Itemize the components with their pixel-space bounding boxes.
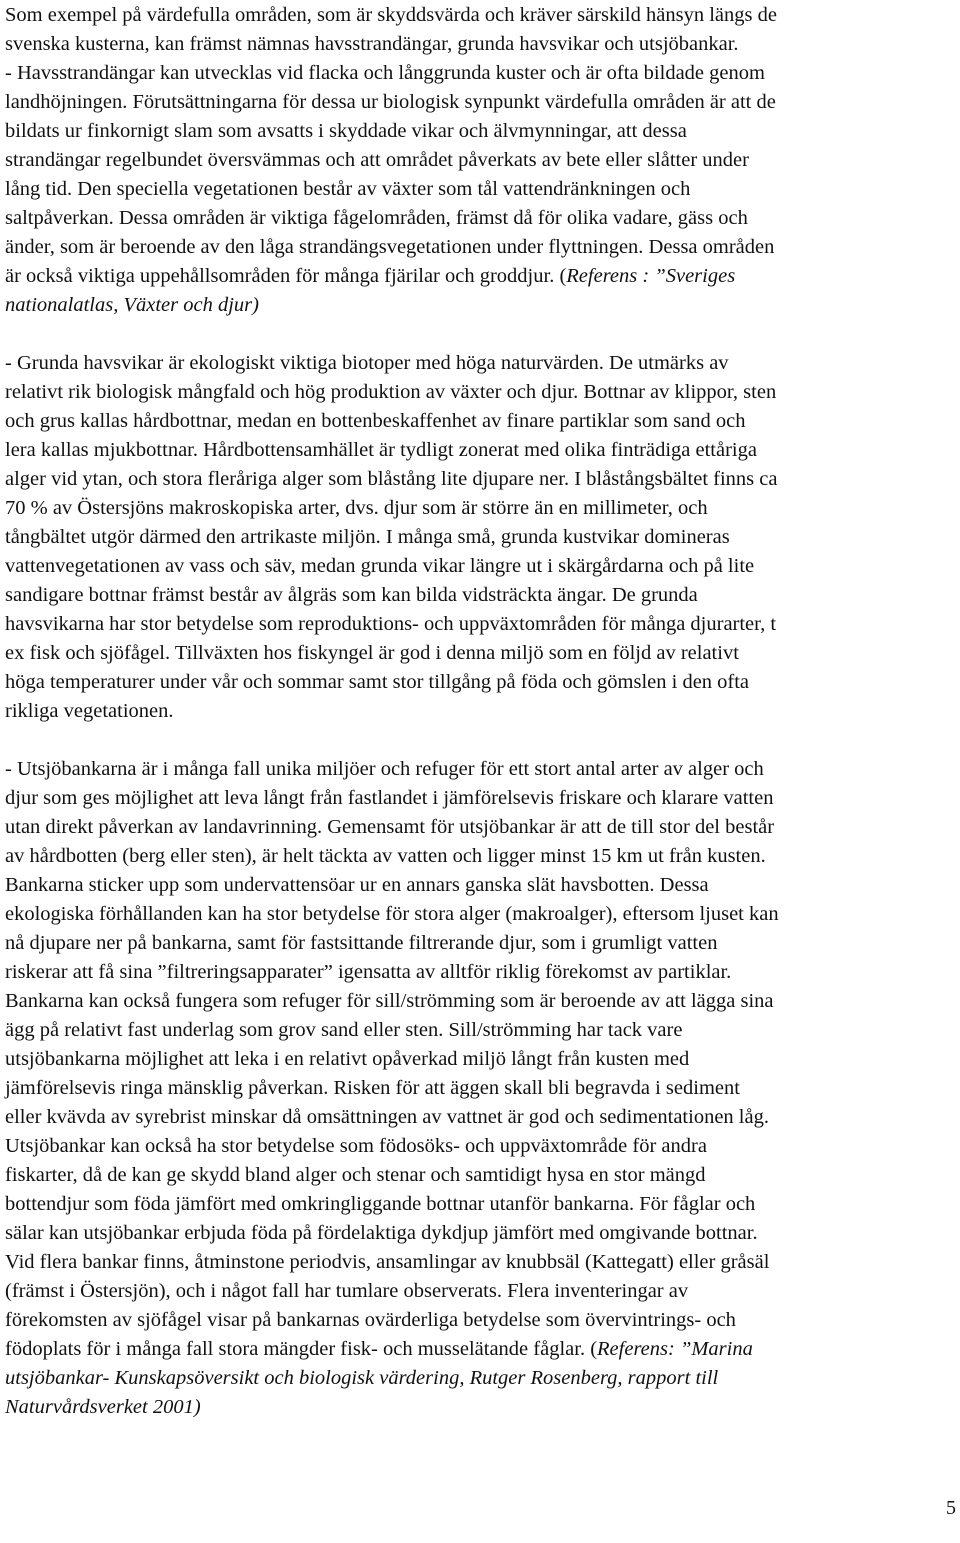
text-line: Som exempel på värdefulla områden, som är skyddsvärda och kräver särskild hänsyn längs de — [5, 4, 777, 26]
text-line: sälar kan utsjöbankar erbjuda föda på fördelaktiga dykdjup jämfört med omgivande bottnar. — [5, 1222, 758, 1244]
text-line: rikliga vegetationen. — [5, 700, 174, 722]
text-line: utan direkt påverkan av landavrinning. Gemensamt för utsjöbankar är att de till stor del består — [5, 816, 775, 838]
page-number: 5 — [946, 1497, 956, 1519]
text-line: höga temperaturer under vår och sommar samt stor tillgång på föda och gömslen i den ofta — [5, 671, 750, 693]
text-line: bottendjur som föda jämfört med omkringliggande bottnar utanför bankarna. För fåglar och — [5, 1193, 756, 1215]
text-line: eller kvävda av syrebrist minskar då omsättningen av vattnet är god och sedimentationen låg. — [5, 1106, 769, 1128]
text-line: - Havsstrandängar kan utvecklas vid flacka och långgrunda kuster och är ofta bildade genom — [5, 62, 765, 84]
document-page — [5, 0, 960, 1422]
text-span: födoplats för i många fall stora mängder fisk- och musselätande fåglar. ( — [5, 1338, 598, 1360]
reference-citation: Referens : ”Sveriges — [566, 265, 736, 287]
text-line: nå djupare ner på bankarna, samt för fastsittande filtrerande djur, som i grumligt vatten — [5, 932, 718, 954]
text-line: fiskarter, då de kan ge skydd bland alger och stenar och samtidigt hysa en stor mängd — [5, 1164, 706, 1186]
text-line: jämförelsevis ringa mänsklig påverkan. Risken för att äggen skall bli begravda i sediment — [5, 1077, 740, 1099]
paragraph-spacer — [5, 320, 960, 349]
text-line: lera kallas mjukbottnar. Hårdbottensamhället är tydligt zonerat med olika finträdiga ettåriga — [5, 439, 757, 461]
text-line: Utsjöbankar kan också ha stor betydelse som födosöks- och uppväxtområde för andra — [5, 1135, 707, 1157]
text-line: landhöjningen. Förutsättningarna för dessa ur biologisk synpunkt värdefulla områden är att de — [5, 91, 776, 113]
text-line: strandängar regelbundet översvämmas och att området påverkats av bete eller slåtter under — [5, 149, 749, 171]
text-line: ex fisk och sjöfågel. Tillväxten hos fiskyngel är god i denna miljö som en följd av relativt — [5, 642, 739, 664]
paragraph-intro — [5, 0, 960, 59]
paragraph-havsstrandangar — [5, 59, 960, 320]
text-line — [5, 262, 960, 291]
text-line: - Grunda havsvikar är ekologiskt viktiga biotoper med höga naturvärden. De utmärks av — [5, 352, 729, 374]
text-span: är också viktiga uppehållsområden för många fjärilar och groddjur. ( — [5, 265, 567, 287]
text-line: saltpåverkan. Dessa områden är viktiga fågelområden, främst då för olika vadare, gäss och — [5, 207, 748, 229]
paragraph-utsjobankar — [5, 755, 960, 1422]
text-line: Bankarna sticker upp som undervattensöar ur en annars ganska slät havsbotten. Dessa — [5, 874, 709, 896]
text-line: ägg på relativt fast underlag som grov sand eller sten. Sill/strömming har tack vare — [5, 1019, 683, 1041]
text-line: utsjöbankarna möjlighet att leka i en relativt opåverkad miljö långt från kusten med — [5, 1048, 690, 1070]
text-line: av hårdbotten (berg eller sten), är helt täckta av vatten och ligger minst 15 km ut från kusten. — [5, 845, 766, 867]
text-line: riskerar att få sina ”filtreringsapparater” igensatta av alltför riklig förekomst av partiklar. — [5, 961, 732, 983]
text-line: - Utsjöbankarna är i många fall unika miljöer och refuger för ett stort antal arter av alger och — [5, 758, 764, 780]
text-line: lång tid. Den speciella vegetationen består av växter som tål vattendränkningen och — [5, 178, 691, 200]
text-line: tångbältet utgör därmed den artrikaste miljön. I många små, grunda kustvikar domineras — [5, 526, 730, 548]
text-line: Bankarna kan också fungera som refuger för sill/strömming som är beroende av att lägga sina — [5, 990, 774, 1012]
text-line — [5, 1335, 960, 1364]
text-line: sandigare bottnar främst består av ålgräs som kan bilda vidsträckta ängar. De grunda — [5, 584, 698, 606]
text-line: svenska kusterna, kan främst nämnas havsstrandängar, grunda havsvikar och utsjöbankar. — [5, 33, 739, 55]
text-line: änder, som är beroende av den låga strandängsvegetationen under flyttningen. Dessa områden — [5, 236, 775, 258]
reference-citation: Naturvårdsverket 2001) — [5, 1396, 201, 1418]
paragraph-grunda-havsvikar — [5, 349, 960, 726]
text-line: bildats ur finkornigt slam som avsatts i skyddade vikar och älvmynningar, att dessa — [5, 120, 687, 142]
text-line: vattenvegetationen av vass och säv, medan grunda vikar längre ut i skärgårdarna och på lite — [5, 555, 755, 577]
text-line: ekologiska förhållanden kan ha stor betydelse för stora alger (makroalger), eftersom ljuset kan — [5, 903, 779, 925]
text-line: 70 % av Östersjöns makroskopiska arter, dvs. djur som är större än en millimeter, och — [5, 497, 708, 519]
text-line: djur som ges möjlighet att leva långt från fastlandet i jämförelsevis friskare och klarare vatten — [5, 787, 774, 809]
text-line: förekomsten av sjöfågel visar på bankarnas ovärderliga betydelse som övervintrings- och — [5, 1309, 736, 1331]
text-line: alger vid ytan, och stora fleråriga alger som blåstång lite djupare ner. I blåstångsbältet finns ca — [5, 468, 778, 490]
reference-citation: nationalatlas, Växter och djur) — [5, 294, 259, 316]
reference-citation: Referens: ”Marina — [597, 1338, 753, 1360]
text-line: (främst i Östersjön), och i något fall har tumlare observerats. Flera inventeringar av — [5, 1280, 689, 1302]
text-line: relativt rik biologisk mångfald och hög produktion av växter och djur. Bottnar av klippor, sten — [5, 381, 777, 403]
text-line: Vid flera bankar finns, åtminstone periodvis, ansamlingar av knubbsäl (Kattegatt) eller gråsäl — [5, 1251, 770, 1273]
reference-citation: utsjöbankar- Kunskapsöversikt och biologisk värdering, Rutger Rosenberg, rapport till — [5, 1367, 719, 1389]
text-line: och grus kallas hårdbottnar, medan en bottenbeskaffenhet av finare partiklar som sand och — [5, 410, 746, 432]
paragraph-spacer — [5, 726, 960, 755]
text-line: havsvikarna har stor betydelse som reproduktions- och uppväxtområden för många djurarter, t — [5, 613, 777, 635]
